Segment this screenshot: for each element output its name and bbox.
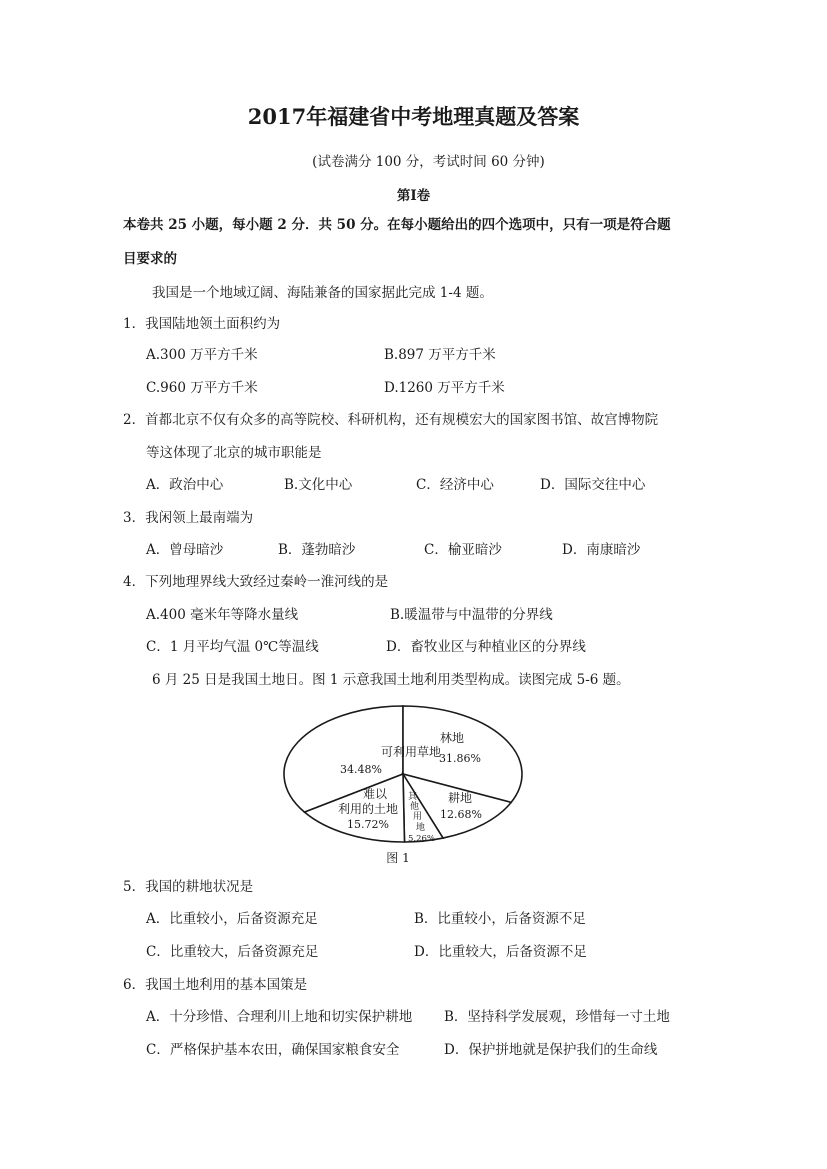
question-4-stem: 4．下列地理界线大致经过秦岭一淮河线的是: [123, 574, 389, 590]
question-3-option-b: B．蓬勃暗沙: [278, 542, 356, 558]
question-6-option-a: A．十分珍惜、合理利川上地和切实保护耕地: [146, 1009, 413, 1025]
question-2-option-b: B.文化中心: [284, 477, 353, 493]
pie-slices: [284, 706, 522, 842]
question-2-option-c: C．经济中心: [416, 477, 494, 493]
question-5-option-c: C．比重较大，后备资源充足: [146, 944, 319, 960]
question-4-option-c: C．1 月平均气温 0℃等温线: [146, 639, 319, 655]
question-3-stem: 3．我闲领上最南端为: [123, 510, 254, 526]
slice-label-unusable-line-2: 利用的土地: [337, 802, 399, 816]
slice-label-unusable-line-1: 难以: [362, 787, 388, 801]
question-2-stem-line-1: 2．首都北京不仅有众多的高等院校、科研机构，还有规模宏大的国家图书馆、故宫博物院: [123, 412, 659, 428]
slice-label-other-char-3: 用: [413, 812, 423, 822]
question-6-stem: 6．我国土地利用的基本国策是: [123, 977, 308, 993]
chart-caption: 图 1: [386, 851, 410, 865]
question-1-option-a: A.300 万平方千米: [146, 347, 258, 363]
question-6-option-d: D．保护拼地就是保护我们的生命线: [444, 1042, 658, 1058]
question-4-option-d: D．畜牧业区与种植业区的分界线: [386, 639, 586, 655]
document-subtitle: (试卷满分 100 分，考试时间 60 分钟): [312, 154, 545, 170]
question-1-option-b: B.897 万平方千米: [384, 347, 496, 363]
question-5-option-a: A．比重较小，后备资源充足: [146, 911, 318, 927]
question-3-option-a: A．曾母暗沙: [146, 542, 224, 558]
slice-value-grassland: 34.48%: [340, 763, 382, 776]
question-3-option-c: C．榆亚暗沙: [424, 542, 502, 558]
slice-value-unusable: 15.72%: [347, 818, 389, 831]
document-title: 2017年福建省中考地理真题及答案: [247, 104, 580, 129]
question-1-stem: 1．我国陆地领土面积约为: [123, 316, 281, 332]
slice-label-other-char-4: 地: [416, 823, 426, 833]
slice-value-forest: 31.86%: [439, 752, 481, 765]
slice-label-forest: 林地: [440, 731, 465, 745]
instructions-line-1: 本卷共 25 小题，每小题 2 分．共 50 分。在每小题给出的四个选项中，只有一项是符合题: [123, 217, 671, 233]
land-use-pie-chart: [280, 702, 530, 867]
intro-questions-1-4: 我国是一个地域辽阔、海陆兼备的国家据此完成 1-4 题。: [152, 285, 493, 301]
slice-value-cropland: 12.68%: [440, 808, 482, 821]
intro-questions-5-6: 6 月 25 日是我国土地日。图 1 示意我国土地利用类型构成。读图完成 5-6 题。: [152, 672, 630, 688]
slice-label-grassland: 可利用草地: [381, 745, 442, 759]
question-6-option-c: C．严格保护基本农田，确保国家粮食安全: [146, 1042, 400, 1058]
question-1-option-d: D.1260 万平方千米: [384, 380, 505, 396]
question-4-option-a: A.400 毫米年等降水量线: [146, 607, 299, 623]
slice-label-other-char-2: 他: [410, 802, 420, 812]
slice-label-cropland: 耕地: [448, 791, 473, 805]
slice-value-other: 5.26%: [408, 834, 436, 844]
question-2-option-d: D．国际交往中心: [540, 477, 646, 493]
question-2-option-a: A．政治中心: [146, 477, 224, 493]
question-4-option-b: B.暖温带与中温带的分界线: [390, 607, 553, 623]
instructions-line-2: 目要求的: [123, 251, 177, 267]
question-5-stem: 5．我国的耕地状况是: [123, 879, 254, 895]
question-6-option-b: B．坚持科学发展观，珍惜每一寸土地: [444, 1009, 670, 1025]
question-1-option-c: C.960 万平方千米: [146, 380, 258, 396]
section-heading: 第Ⅰ卷: [396, 188, 431, 204]
slice-label-other-char-1: 其: [408, 792, 418, 802]
question-2-stem-line-2: 等这体现了北京的城市职能是: [146, 445, 322, 461]
question-5-option-d: D．比重较大，后备资源不足: [414, 944, 587, 960]
question-5-option-b: B．比重较小，后备资源不足: [414, 911, 586, 927]
question-3-option-d: D．南康暗沙: [562, 542, 641, 558]
